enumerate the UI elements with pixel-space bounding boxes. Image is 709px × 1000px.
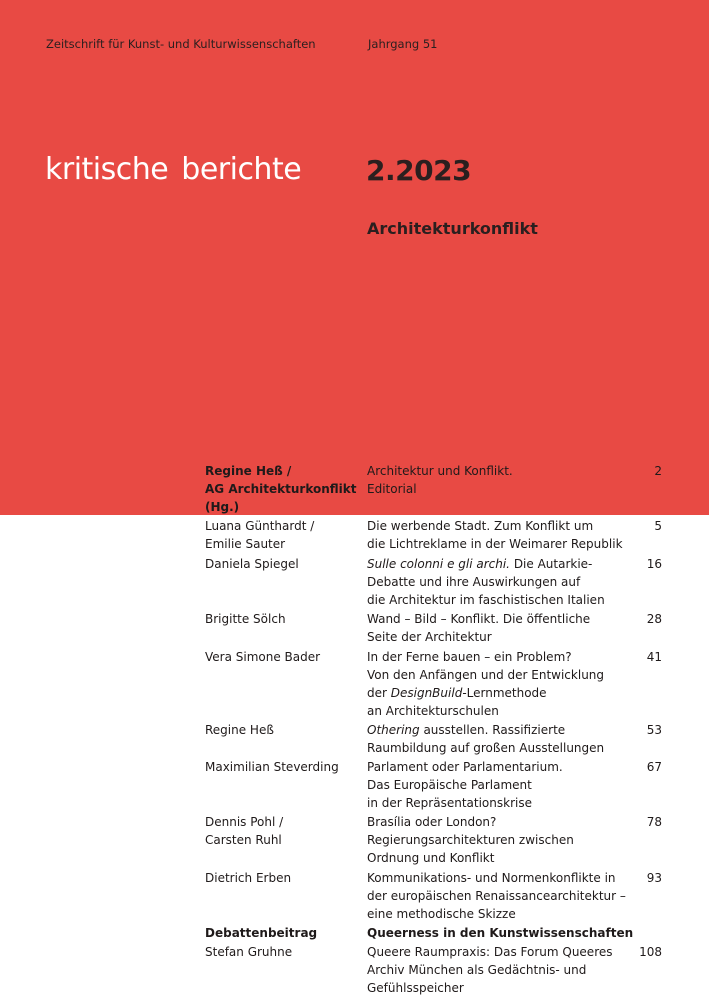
issue-number: 2.2023 [366, 154, 472, 187]
toc-article-title: Sulle colonni e gli archi. Die Autarkie- Debatte und ihre Auswirkungen auf die Architektur im faschistischen Italien [367, 557, 605, 607]
issue-theme: Architekturkonflikt [367, 219, 538, 238]
toc-page-number: 5 [654, 519, 662, 533]
toc-author: Luana Günthardt / Emilie Sauter [205, 519, 315, 551]
toc-author: Vera Simone Bader [205, 650, 321, 664]
toc-author: Brigitte Sölch [205, 612, 286, 626]
toc-author: Stefan Gruhne [205, 945, 293, 959]
toc-article-title: Parlament oder Parlamentarium. Das Europäische Parlament in der Repräsentationskrise [367, 760, 563, 810]
toc-page-number: 78 [646, 815, 662, 829]
toc-article-title: Queere Raumpraxis: Das Forum Queeres Archiv München als Gedächtnis- und Gefühlsspeicher [367, 945, 613, 995]
toc-article-title: Kommunikations- und Normenkonflikte in der europäischen Renaissancearchitektur – eine methodische Skizze [367, 871, 626, 921]
toc-author: Regine Heß / AG Architekturkonflikt (Hg.) [205, 464, 357, 514]
toc-page-number: 2 [654, 464, 662, 478]
toc-author: Dennis Pohl / Carsten Ruhl [205, 815, 284, 847]
toc-page-number: 93 [646, 871, 662, 885]
toc-author: Maximilian Steverding [205, 760, 339, 774]
toc-section-label: Debattenbeitrag [205, 926, 318, 940]
toc-section-title: Queerness in den Kunstwissenschaften [367, 926, 634, 940]
toc-article-title: Architektur und Konflikt. Editorial [367, 464, 513, 496]
toc-article-title: In der Ferne bauen – ein Problem? Von den Anfängen und der Entwicklung der DesignBuild-Lernmethode an Architekturschulen [367, 650, 605, 718]
toc-page-number: 28 [646, 612, 662, 626]
toc-page-number: 16 [646, 557, 662, 571]
journal-title: kritische berichte [45, 152, 302, 187]
toc-page-number: 41 [646, 650, 662, 664]
toc-article-title: Brasília oder London? Regierungsarchitekturen zwischen Ordnung und Konflikt [367, 815, 574, 865]
toc-page-number: 67 [646, 760, 662, 774]
toc-article-title: Wand – Bild – Konflikt. Die öffentliche Seite der Architektur [367, 612, 591, 644]
toc-page-number: 53 [646, 723, 662, 737]
toc-author: Daniela Spiegel [205, 557, 299, 571]
toc-author: Regine Heß [205, 723, 274, 737]
volume-label: Jahrgang 51 [368, 37, 438, 51]
toc-article-title: Die werbende Stadt. Zum Konflikt um die Lichtreklame in der Weimarer Republik [367, 519, 623, 551]
journal-subtitle: Zeitschrift für Kunst- und Kulturwissenschaften [46, 37, 316, 51]
toc-page-number: 108 [639, 945, 662, 959]
toc-author: Dietrich Erben [205, 871, 292, 885]
toc-article-title: Othering ausstellen. Rassifizierte Raumbildung auf großen Ausstellungen [367, 723, 605, 755]
